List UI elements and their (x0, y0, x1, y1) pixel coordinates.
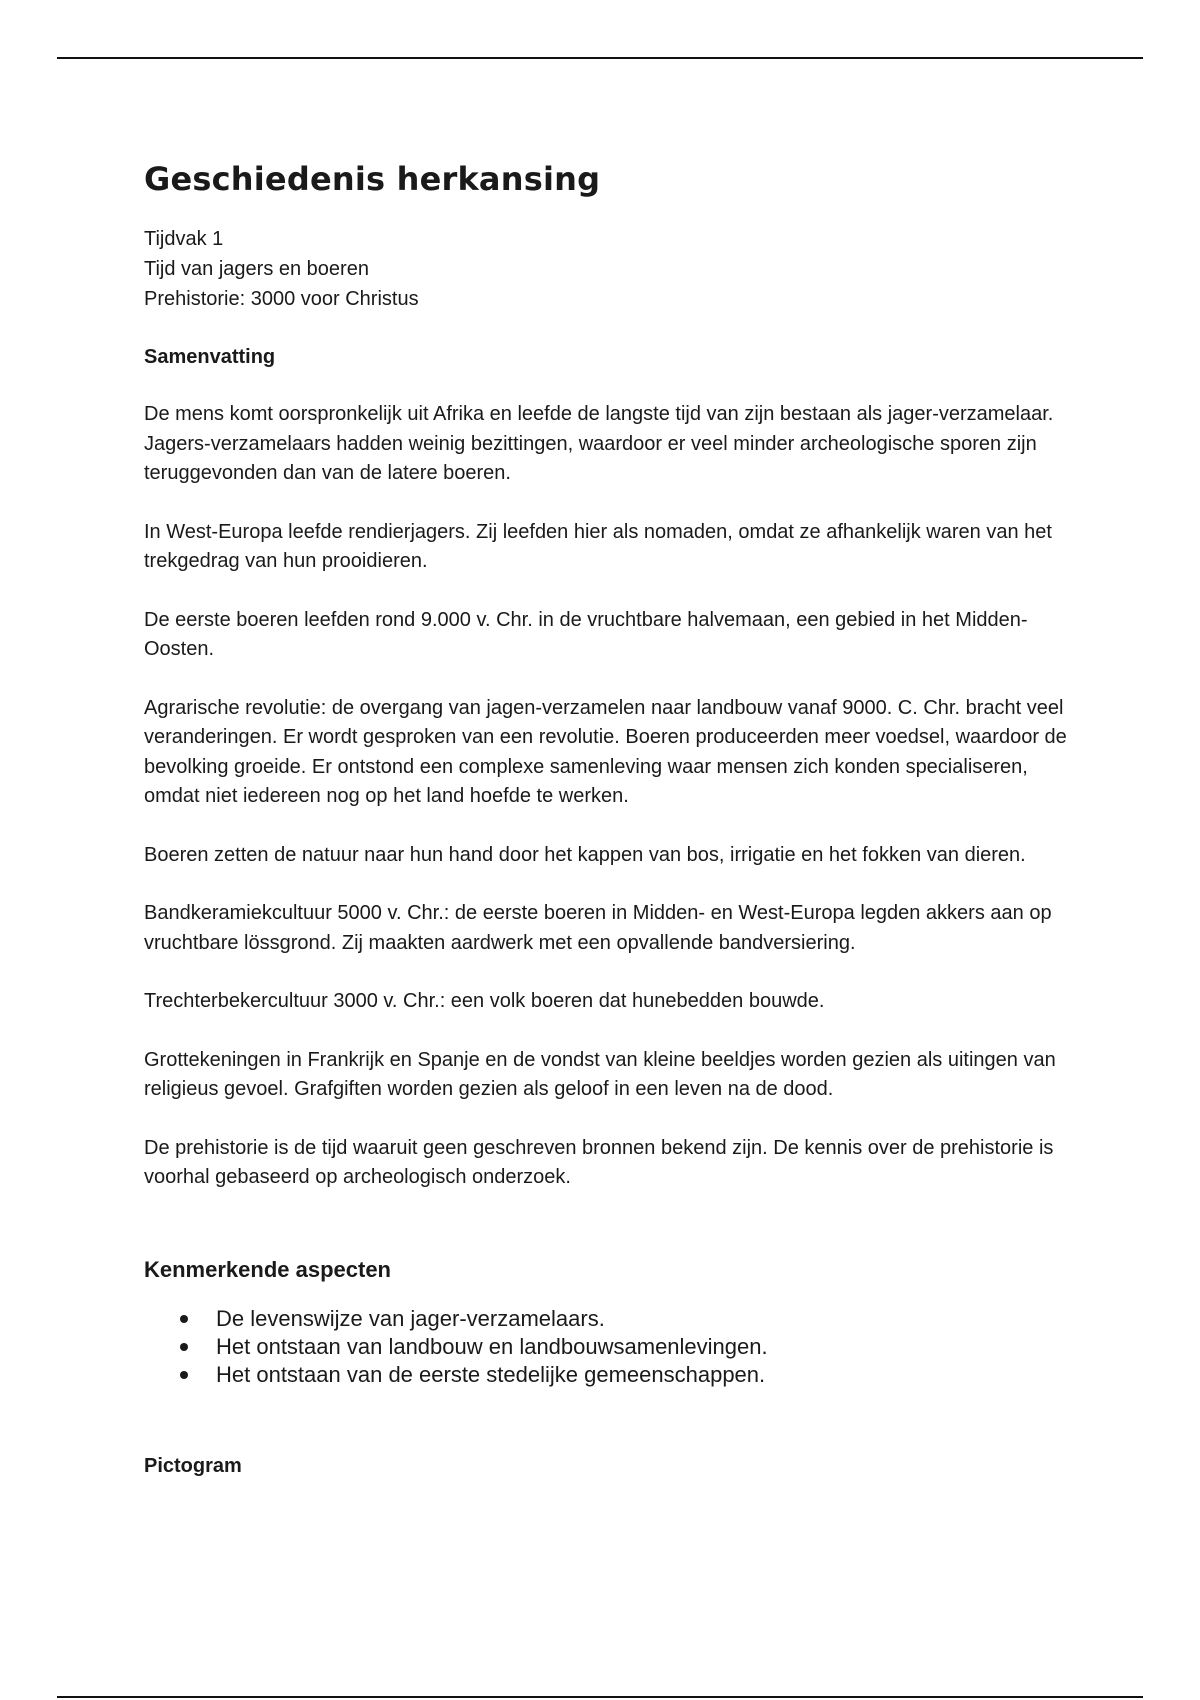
aspects-list (144, 1305, 1074, 1389)
list-item (216, 1333, 1074, 1361)
list-item (216, 1305, 1074, 1333)
meta-period: Tijdvak 1 (144, 228, 224, 250)
pictogram-heading: Pictogram (144, 1454, 242, 1477)
paragraph: Bandkeramiekcultuur 5000 v. Chr.: de eerste boeren in Midden- en West-Europa legden akkers aan op vruchtbare lössgrond. Zij maakten aardwerk met een opvallende bandversiering. (144, 902, 1052, 954)
paragraph: De eerste boeren leefden rond 9.000 v. Chr. in de vruchtbare halvemaan, een gebied in het Midden-Oosten. (144, 608, 1028, 660)
paragraph: Trechterbekercultuur 3000 v. Chr.: een volk boeren dat hunebedden bouwde. (144, 990, 825, 1012)
paragraph: Agrarische revolutie: de overgang van jagen-verzamelen naar landbouw vanaf 9000. C. Chr. bracht veel veranderingen. Er wordt gesproken van een revolutie. Boeren produceerden meer voedsel, waardoor de bevolking groeide. Er ontstond een complexe samenleving waar mensen zich konden specialiseren, omdat niet iedereen nog op het land hoefde te werken. (144, 696, 1067, 807)
aspects-heading: Kenmerkende aspecten (144, 1256, 391, 1282)
meta-block (144, 224, 1074, 314)
top-rule (57, 57, 1143, 59)
list-item-text: Het ontstaan van landbouw en landbouwsamenlevingen. (216, 1333, 768, 1359)
bottom-rule (57, 1696, 1143, 1698)
paragraph: De prehistorie is de tijd waaruit geen geschreven bronnen bekend zijn. De kennis over de prehistorie is voorhal gebaseerd op archeologisch onderzoek. (144, 1136, 1054, 1188)
list-item (216, 1361, 1074, 1389)
meta-era-name: Tijd van jagers en boeren (144, 258, 369, 280)
list-item-text: Het ontstaan van de eerste stedelijke gemeenschappen. (216, 1361, 766, 1387)
bullet-icon (180, 1343, 188, 1351)
paragraph: De mens komt oorspronkelijk uit Afrika en leefde de langste tijd van zijn bestaan als jager-verzamelaar. Jagers-verzamelaars hadden weinig bezittingen, waardoor er veel minder archeologische sporen zijn teruggevonden dan van de latere boeren. (144, 403, 1054, 484)
bullet-icon (180, 1371, 188, 1379)
paragraph: In West-Europa leefde rendierjagers. Zij leefden hier als nomaden, omdat ze afhankelijk waren van het trekgedrag van hun prooidieren. (144, 520, 1052, 572)
document-body (144, 160, 1074, 1481)
paragraph: Grottekeningen in Frankrijk en Spanje en de vondst van kleine beeldjes worden gezien als uitingen van religieus gevoel. Grafgiften worden gezien als geloof in een leven na de dood. (144, 1048, 1056, 1100)
list-item-text: De levenswijze van jager-verzamelaars. (216, 1305, 605, 1331)
paragraph: Boeren zetten de natuur naar hun hand door het kappen van bos, irrigatie en het fokken van dieren. (144, 843, 1026, 866)
summary-heading: Samenvatting (144, 346, 276, 368)
document-title: Geschiedenis herkansing (144, 160, 601, 198)
meta-date: Prehistorie: 3000 voor Christus (144, 288, 419, 310)
bullet-icon (180, 1315, 188, 1323)
